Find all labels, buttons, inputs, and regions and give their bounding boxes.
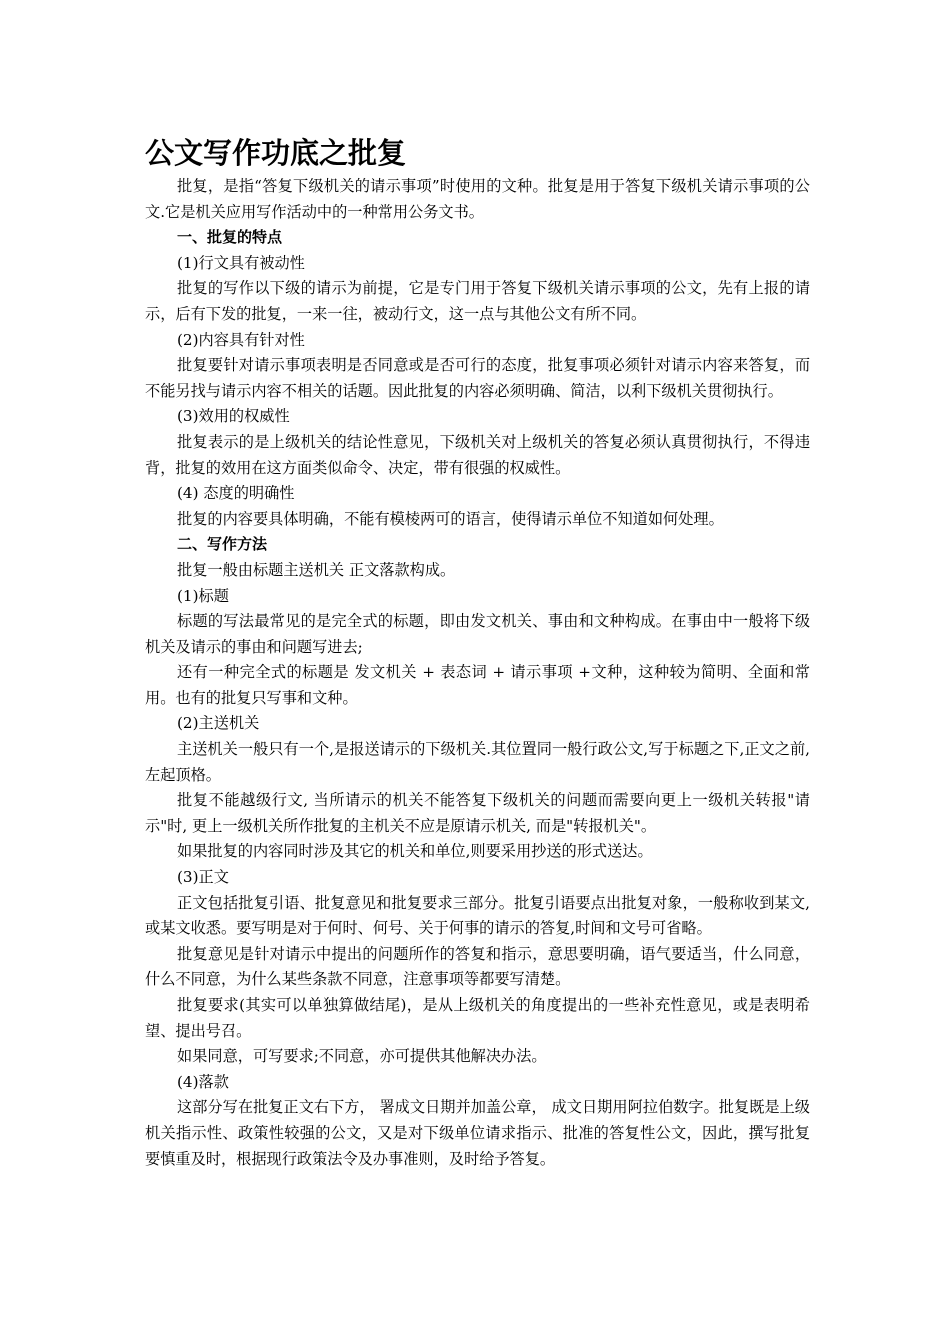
subheading-pertinence: (2)内容具有针对性 xyxy=(177,330,305,349)
paragraph: 标题的写法最常见的是完全式的标题，即由发文机关、事由和文种构成。在事由中一般将下级机关及请示的事由和问题写进去; xyxy=(145,612,810,656)
paragraph: 批复一般由标题主送机关 正文落款构成。 xyxy=(177,560,456,579)
paragraph: 主送机关一般只有一个,是报送请示的下级机关.其位置同一般行政公文,写于标题之下,正文之前,左起顶格。 xyxy=(145,740,810,784)
paragraph: 如果同意，可写要求;不同意，亦可提供其他解决办法。 xyxy=(177,1047,547,1066)
intro-paragraph: 批复，是指“答复下级机关的请示事项”时使用的文种。批复是用于答复下级机关请示事项的公文.它是机关应用写作活动中的一种常用公务文书。 xyxy=(145,177,810,221)
page-title: 公文写作功底之批复 xyxy=(145,136,407,170)
paragraph: 还有一种完全式的标题是 发文机关 + 表态词 + 请示事项 +文种，这种较为简明、全面和常用。也有的批复只写事和文种。 xyxy=(145,663,810,707)
paragraph: 批复要求(其实可以单独算做结尾)，是从上级机关的角度提出的一些补充性意见，或是表明希望、提出号召。 xyxy=(145,996,810,1040)
paragraph: 批复的写作以下级的请示为前提，它是专门用于答复下级机关请示事项的公文，先有上报的请示，后有下发的批复，一来一往，被动行文，这一点与其他公文有所不同。 xyxy=(145,279,810,323)
paragraph: 批复要针对请示事项表明是否同意或是否可行的态度，批复事项必须针对请示内容来答复，而不能另找与请示内容不相关的话题。因此批复的内容必须明确、简洁，以利下级机关贯彻执行。 xyxy=(145,356,810,400)
paragraph: 批复意见是针对请示中提出的问题所作的答复和指示，意思要明确，语气要适当，什么同意，什么不同意，为什么某些条款不同意，注意事项等都要写清楚。 xyxy=(145,944,810,989)
paragraph: 正文包括批复引语、批复意见和批复要求三部分。批复引语要点出批复对象，一般称收到某文,或某文收悉。要写明是对于何时、何号、关于何事的请示的答复,时间和文号可省略。 xyxy=(145,893,810,938)
subheading-passivity: (1)行文具有被动性 xyxy=(177,253,305,272)
subheading-title: (1)标题 xyxy=(177,586,229,605)
subheading-authority: (3)效用的权威性 xyxy=(177,407,290,426)
paragraph: 这部分写在批复正文右下方， 署成文日期并加盖公章， 成文日期用阿拉伯数字。批复既是上级机关指示性、政策性较强的公文，又是对下级单位请求指示、批准的答复性公文，因此，撰写批复要慎重及时，根据现行政策法令及办事准则，及时给予答复。 xyxy=(145,1098,810,1168)
paragraph: 批复的内容要具体明确，不能有模棱两可的语言，使得请示单位不知道如何处理。 xyxy=(177,509,724,528)
section-heading-writing-method: 二、写作方法 xyxy=(177,535,268,554)
subheading-signature: (4)落款 xyxy=(177,1072,229,1091)
subheading-body: (3)正文 xyxy=(177,868,229,887)
section-heading-features: 一、批复的特点 xyxy=(177,228,283,247)
document-page xyxy=(145,132,810,1172)
subheading-addressee: (2)主送机关 xyxy=(177,714,260,733)
paragraph: 如果批复的内容同时涉及其它的机关和单位,则要采用抄送的形式送达。 xyxy=(177,842,653,861)
paragraph: 批复表示的是上级机关的结论性意见，下级机关对上级机关的答复必须认真贯彻执行，不得违背，批复的效用在这方面类似命令、决定，带有很强的权威性。 xyxy=(145,432,810,477)
subheading-clarity: (4) 态度的明确性 xyxy=(177,484,295,503)
paragraph: 批复不能越级行文, 当所请示的机关不能答复下级机关的问题而需要向更上一级机关转报"请示"时, 更上一级机关所作批复的主机关不应是原请示机关, 而是"转报机关"。 xyxy=(145,791,810,835)
